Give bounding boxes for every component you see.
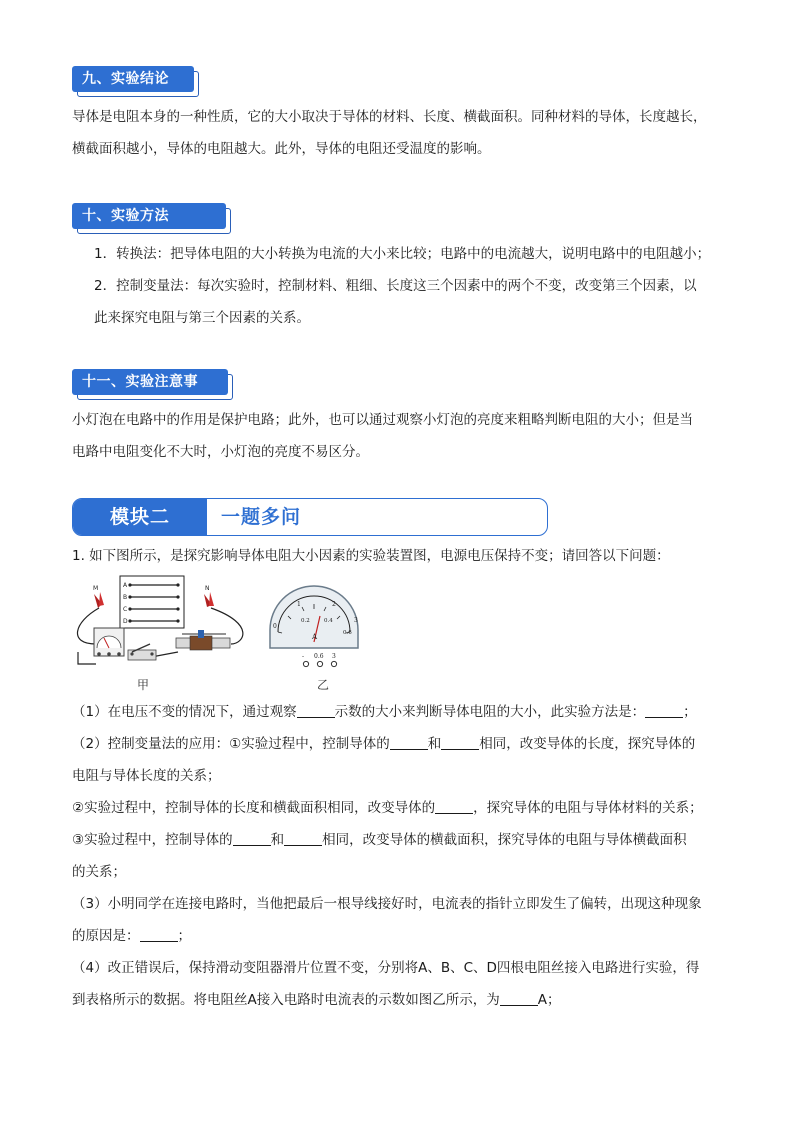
question-1 <box>72 696 703 728</box>
text-segment: （2）控制变量法的应用：①实验过程中，控制导体的 <box>72 736 390 752</box>
answer-blank[interactable] <box>140 927 178 942</box>
text-segment: A； <box>537 992 561 1008</box>
rheostat-device <box>176 630 230 650</box>
answer-blank[interactable] <box>297 703 335 718</box>
section-heading-text: 九、实验结论 <box>72 66 194 92</box>
terminal-0-6: 0.6 <box>314 653 324 660</box>
text-segment: ； <box>683 704 697 720</box>
question-2-part-2 <box>72 792 703 824</box>
text-line: 此来探究电阻与第三个因素的关系。 <box>94 310 310 326</box>
text-segment: 相同，改变导体的长度，探究导体的 <box>479 736 696 752</box>
scale-bottom-3: 0.6 <box>343 630 352 636</box>
clip-n-label: N <box>205 585 210 592</box>
question-intro <box>72 540 670 572</box>
question-body <box>72 696 703 1016</box>
text-line: 2．控制变量法：每次实验时，控制材料、粗细、长度这三个因素中的两个不变，改变第三个因素，以 <box>94 278 697 294</box>
text-line: 电路中电阻变化不大时，小灯泡的亮度不易区分。 <box>72 444 369 460</box>
notes-paragraph <box>72 404 693 468</box>
wire-label-d: D <box>123 618 128 625</box>
answer-blank[interactable] <box>645 703 683 718</box>
switch-device <box>128 644 156 660</box>
scale-top-3: 3 <box>354 617 358 624</box>
clip-m-label: M <box>93 585 99 592</box>
scale-top-2: 2 <box>332 601 336 608</box>
question-3 <box>72 888 703 920</box>
text-line: 电阻与导体长度的关系； <box>72 768 221 784</box>
text-segment: （3）小明同学在连接电路时，当他把最后一根导线接好时，电流表的指针立即发生了偏转，出现这种现象 <box>72 896 702 912</box>
text-segment: ，探究导体的电阻与导体材料的关系； <box>473 800 703 816</box>
text-segment: ③实验过程中，控制导体的 <box>72 832 233 848</box>
text-segment: 到表格所示的数据。将电阻丝A接入电路时电流表的示数如图乙所示，为 <box>72 992 500 1008</box>
answer-blank[interactable] <box>500 991 538 1006</box>
scale-top-1: 1 <box>297 601 301 608</box>
text-segment: 相同，改变导体的横截面积，探究导体的电阻与导体横截面积 <box>322 832 687 848</box>
text-line: 1．转换法：把导体电阻的大小转换为电流的大小来比较；电路中的电流越大，说明电路中的电阻越小； <box>94 246 711 262</box>
text-segment: （1）在电压不变的情况下，通过观察 <box>72 704 297 720</box>
answer-blank[interactable] <box>284 831 322 846</box>
answer-blank[interactable] <box>233 831 271 846</box>
terminal-minus: - <box>302 653 305 660</box>
section-heading-text: 十一、实验注意事 <box>72 369 228 395</box>
scale-zero-label: 0 <box>273 623 277 630</box>
question-2 <box>72 728 703 760</box>
scale-bottom-2: 0.4 <box>324 618 333 624</box>
text-segment: ； <box>177 928 191 944</box>
answer-blank[interactable] <box>390 735 428 750</box>
question-3-cont <box>72 920 703 952</box>
text-segment: ②实验过程中，控制导体的长度和横截面积相同，改变导体的 <box>72 800 436 816</box>
answer-blank[interactable] <box>441 735 479 750</box>
section-heading-conclusion <box>72 66 194 92</box>
wire-label-a: A <box>123 582 128 589</box>
answer-blank[interactable] <box>435 799 473 814</box>
methods-list <box>94 238 710 334</box>
text-segment: 和 <box>427 736 442 752</box>
question-2-part-3 <box>72 824 703 856</box>
text-line: 小灯泡在电路中的作用是保护电路；此外，也可以通过观察小灯泡的亮度来粗略判断电阻的大小；但是当 <box>72 412 693 428</box>
module-label: 模块二 <box>73 499 207 535</box>
experiment-figure <box>66 572 386 692</box>
terminal-posts <box>303 661 336 666</box>
wire-label-c: C <box>123 606 128 613</box>
section-heading-notes <box>72 369 228 395</box>
module-title: 一题多问 <box>221 506 302 528</box>
text-line: 的关系； <box>72 864 126 880</box>
section-heading-methods <box>72 203 226 229</box>
text-segment: 和 <box>270 832 285 848</box>
text-line: 导体是电阻本身的一种性质，它的大小取决于导体的材料、长度、横截面积。同种材料的导体，长度越长， <box>72 109 707 125</box>
unit-label: A <box>312 633 318 641</box>
question-4-cont <box>72 984 703 1016</box>
text-segment: 的原因是： <box>72 928 140 944</box>
conclusion-paragraph <box>72 101 707 165</box>
text-segment: （4）改正错误后，保持滑动变阻器滑片位置不变，分别将A、B、C、D四根电阻丝接入电路进行实验，得 <box>72 960 700 976</box>
text-line: 1. 如下图所示，是探究影响导体电阻大小因素的实验装置图，电源电压保持不变；请回答以下问题： <box>72 548 670 564</box>
figure-label-jia: 甲 <box>137 678 150 692</box>
scale-bottom-1: 0.2 <box>301 618 310 624</box>
clip-m-icon <box>94 592 104 608</box>
figure-label-yi: 乙 <box>317 678 330 692</box>
wire-label-b: B <box>123 594 128 601</box>
module-banner <box>72 498 548 536</box>
clip-n-icon <box>204 592 214 607</box>
terminal-3: 3 <box>332 653 336 660</box>
section-heading-text: 十、实验方法 <box>72 203 226 229</box>
text-segment: 示数的大小来判断导体电阻的大小，此实验方法是： <box>334 704 646 720</box>
question-4 <box>72 952 703 984</box>
ammeter-device <box>94 628 124 656</box>
module-title-area <box>207 499 547 535</box>
circuit-wire <box>78 652 96 664</box>
divider <box>207 503 211 531</box>
text-line: 横截面积越小，导体的电阻越大。此外，导体的电阻还受温度的影响。 <box>72 141 491 157</box>
